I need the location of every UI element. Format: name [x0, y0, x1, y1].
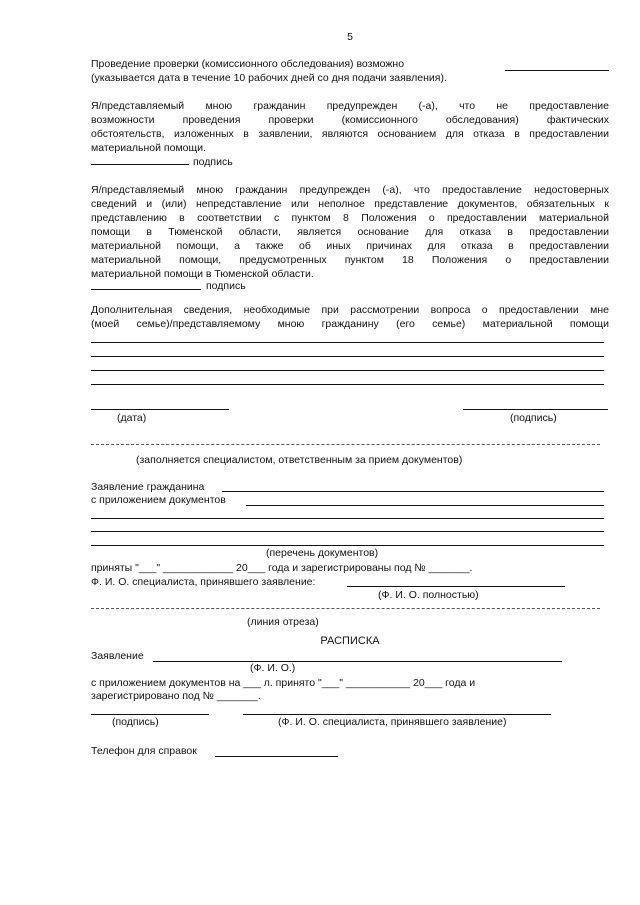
inspection-line-1: Проведение проверки (комиссионного обследования) возможно [91, 58, 405, 70]
receipt-name-blank[interactable] [153, 661, 562, 662]
warning1-signature-blank[interactable] [91, 164, 189, 165]
phone-blank[interactable] [215, 756, 338, 757]
citizen-application-label: Заявление гражданина [91, 481, 205, 493]
additional-blank-line[interactable] [91, 370, 604, 371]
accepted-line: приняты "___" ____________ 20___ года и зарегистрированы под № _______. [91, 562, 473, 574]
phone-label: Телефон для справок [91, 745, 197, 757]
warning2-line-2: сведений и (или) непредставление или неполное представление документов, обязательных к [91, 198, 609, 210]
inspection-date-blank[interactable] [505, 70, 609, 71]
additional-line-1: Дополнительная сведения, необходимые при рассмотрении вопроса о предоставлении мне [91, 304, 609, 316]
warning2-line-6: материальной помощи, предусмотренных пунктом 18 Положения о предоставлении [91, 254, 609, 266]
warning2-signature-label: подпись [206, 280, 246, 292]
attachments-label: с приложением документов [91, 494, 226, 506]
docs-list-label: (перечень документов) [266, 547, 379, 559]
date-label: (дата) [117, 412, 147, 424]
signature-label: (подпись) [510, 412, 557, 424]
receipt-line-2: зарегистрировано под № _______. [91, 690, 261, 702]
receipt-application-label: Заявление [91, 650, 144, 662]
full-name-label: (Ф. И. О. полностью) [378, 589, 479, 601]
warning1-line-2: возможности проведения проверки (комиссионного обследования) фактических [91, 114, 609, 126]
additional-line-2: (моей семье)/представляемому мною гражданину (его семье) материальной помощи [91, 318, 609, 330]
docs-blank-line[interactable] [91, 531, 604, 532]
docs-blank-line[interactable] [91, 518, 604, 519]
receipt-signature-blank[interactable] [91, 714, 209, 715]
receipt-line-1: с приложением документов на ___ л. принято "___" ___________ 20___ года и [91, 677, 476, 689]
receipt-fio-label: (Ф. И. О.) [250, 662, 296, 674]
warning1-signature-label: подпись [193, 156, 233, 168]
warning1-line-4: материальной помощи. [91, 142, 206, 154]
additional-blank-line[interactable] [91, 356, 604, 357]
docs-blank-line[interactable] [91, 545, 604, 546]
cut-line-label: (линия отреза) [247, 616, 319, 628]
warning1-line-3: обстоятельств, изложенных в заявлении, являются основанием для отказа в предоставлении [91, 128, 609, 140]
warning2-line-4: помощи в Тюменской области, является основание для отказа в предоставлении [91, 226, 609, 238]
receipt-specialist-label: (Ф. И. О. специалиста, принявшего заявление) [278, 716, 507, 728]
additional-blank-line[interactable] [91, 342, 604, 343]
warning2-signature-blank[interactable] [91, 289, 201, 290]
signature-blank[interactable] [463, 409, 608, 410]
warning2-line-1: Я/представляемый мною гражданин предупрежден (-а), что предоставление недостоверных [91, 184, 609, 196]
specialist-label: Ф. И. О. специалиста, принявшего заявление: [91, 576, 316, 588]
attachments-blank[interactable] [246, 505, 604, 506]
warning1-line-1: Я/представляемый мною гражданин предупрежден (-а), что не предоставление [91, 100, 609, 112]
warning2-line-5: материальной помощи, а также об иных причинах для отказа в предоставлении [91, 240, 609, 252]
warning2-line-3: представлению в соответствии с пунктом 8 Положения о предоставлении материальной [91, 212, 609, 224]
page-number: 5 [347, 31, 353, 43]
citizen-name-blank[interactable] [222, 491, 604, 492]
receipt-specialist-blank[interactable] [243, 714, 551, 715]
receipt-signature-label: (подпись) [112, 716, 159, 728]
additional-blank-line[interactable] [91, 384, 604, 385]
warning2-line-7: материальной помощи в Тюменской области. [91, 268, 314, 280]
date-blank[interactable] [91, 409, 229, 410]
specialist-name-blank[interactable] [347, 586, 565, 587]
receipt-title: РАСПИСКА [320, 635, 380, 647]
separator-dashed [91, 444, 600, 445]
specialist-note: (заполняется специалистом, ответственным за прием документов) [136, 454, 463, 466]
cut-line-dashed [91, 608, 600, 609]
inspection-line-2: (указывается дата в течение 10 рабочих дней со дня подачи заявления). [91, 72, 447, 84]
